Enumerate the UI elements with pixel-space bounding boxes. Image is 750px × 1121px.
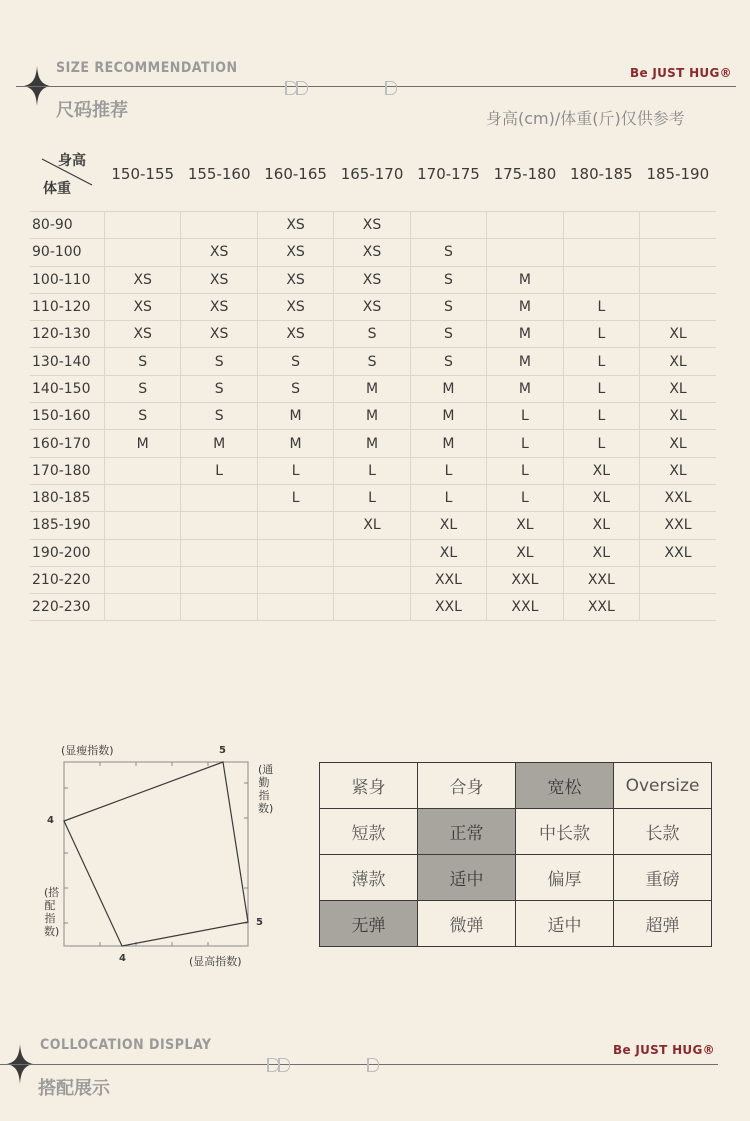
size-cell: XS: [334, 293, 410, 320]
slim-index-value: 5: [219, 745, 226, 756]
size-cell: [105, 539, 181, 566]
corner-weight-label: 体重: [43, 181, 71, 197]
height-col-160-165: 160-165: [264, 165, 327, 183]
size-cell: L: [563, 375, 639, 402]
table-row: [30, 512, 716, 539]
collocation-title-en: COLLOCATION DISPLAY: [40, 1037, 212, 1053]
size-cell: XS: [181, 239, 257, 266]
size-cell: [640, 566, 716, 593]
size-cell: S: [410, 321, 486, 348]
size-cell: XXL: [640, 512, 716, 539]
size-cell: [105, 566, 181, 593]
header-rule: [16, 86, 736, 87]
weight-cell: 220-230: [30, 594, 105, 621]
size-cell: M: [487, 321, 563, 348]
size-cell: S: [257, 348, 333, 375]
fit-cell: 中长款: [516, 809, 614, 855]
weight-cell: 210-220: [30, 566, 105, 593]
table-row: [30, 266, 716, 293]
fit-row: [320, 901, 712, 947]
section-title-en: SIZE RECOMMENDATION: [56, 60, 238, 76]
table-row: [30, 212, 716, 239]
size-cell: [181, 512, 257, 539]
size-table-header: [30, 143, 716, 205]
size-cell: M: [334, 430, 410, 457]
table-row: [30, 321, 716, 348]
fit-cell: 紧身: [320, 763, 418, 809]
size-cell: [640, 266, 716, 293]
size-cell: [181, 212, 257, 239]
size-cell: M: [410, 375, 486, 402]
size-cell: [105, 457, 181, 484]
size-cell: S: [410, 266, 486, 293]
size-cell: M: [257, 430, 333, 457]
fit-cell: 无弹: [320, 901, 418, 947]
brand-logo: Be JUST HUG®: [630, 66, 732, 80]
table-row: [30, 539, 716, 566]
size-cell: XS: [181, 266, 257, 293]
section-title-cn: 尺码推荐: [56, 100, 128, 121]
size-cell: [640, 239, 716, 266]
size-cell: S: [181, 403, 257, 430]
size-cell: XXL: [640, 539, 716, 566]
height-col-185-190: 185-190: [646, 165, 710, 183]
weight-cell: 120-130: [30, 321, 105, 348]
fit-row: [320, 809, 712, 855]
fit-row: [320, 763, 712, 809]
size-cell: L: [563, 293, 639, 320]
size-cell: XL: [563, 512, 639, 539]
size-cell: M: [487, 266, 563, 293]
size-cell: XXL: [563, 594, 639, 621]
size-cell: L: [563, 348, 639, 375]
size-cell: M: [334, 375, 410, 402]
size-cell: [257, 512, 333, 539]
size-cell: XS: [257, 321, 333, 348]
size-cell: L: [563, 403, 639, 430]
weight-cell: 130-140: [30, 348, 105, 375]
size-cell: S: [334, 348, 410, 375]
size-cell: [640, 293, 716, 320]
size-cell: [410, 212, 486, 239]
size-cell: [640, 594, 716, 621]
size-cell: M: [487, 348, 563, 375]
size-cell: [334, 539, 410, 566]
size-cell: XL: [334, 512, 410, 539]
size-cell: [640, 212, 716, 239]
height-col-155-160: 155-160: [187, 165, 251, 183]
fit-cell: Oversize: [614, 763, 712, 809]
weight-cell: 100-110: [30, 266, 105, 293]
size-cell: L: [334, 484, 410, 511]
size-cell: M: [257, 403, 333, 430]
fit-row: [320, 855, 712, 901]
size-cell: M: [334, 403, 410, 430]
size-cell: [334, 594, 410, 621]
commute-index-label: (通勤指数): [258, 763, 274, 815]
size-cell: S: [410, 239, 486, 266]
size-cell: XL: [640, 321, 716, 348]
size-cell: XL: [640, 403, 716, 430]
fit-cell: 宽松: [516, 763, 614, 809]
weight-cell: 170-180: [30, 457, 105, 484]
size-table: [30, 143, 716, 621]
size-cell: L: [257, 457, 333, 484]
deco-b-icon: [367, 1058, 379, 1072]
weight-cell: 185-190: [30, 512, 105, 539]
size-cell: XL: [487, 539, 563, 566]
deco-b-icon: [296, 81, 308, 95]
size-cell: XS: [257, 239, 333, 266]
weight-cell: 160-170: [30, 430, 105, 457]
size-cell: M: [487, 293, 563, 320]
size-cell: XS: [181, 321, 257, 348]
table-row: [30, 239, 716, 266]
size-cell: L: [410, 457, 486, 484]
fit-cell: 偏厚: [516, 855, 614, 901]
size-cell: L: [563, 321, 639, 348]
size-cell: XL: [563, 484, 639, 511]
brand-logo: Be JUST HUG®: [613, 1043, 715, 1057]
size-cell: XS: [334, 266, 410, 293]
size-cell: L: [563, 430, 639, 457]
fit-cell: 重磅: [614, 855, 712, 901]
fit-cell: 超弹: [614, 901, 712, 947]
size-cell: L: [487, 484, 563, 511]
size-cell: [105, 212, 181, 239]
size-cell: [105, 239, 181, 266]
size-cell: [105, 594, 181, 621]
table-row: [30, 457, 716, 484]
size-cell: L: [334, 457, 410, 484]
weight-cell: 150-160: [30, 403, 105, 430]
fit-cell: 短款: [320, 809, 418, 855]
size-cell: L: [257, 484, 333, 511]
left-index-value: 4: [47, 815, 54, 826]
table-row: [30, 566, 716, 593]
size-cell: L: [487, 430, 563, 457]
weight-cell: 90-100: [30, 239, 105, 266]
match-index-label: (搭配指数): [44, 886, 60, 938]
table-row: [30, 348, 716, 375]
size-cell: S: [181, 348, 257, 375]
size-cell: L: [181, 457, 257, 484]
size-cell: XXL: [410, 566, 486, 593]
size-cell: XL: [640, 348, 716, 375]
fit-cell: 适中: [418, 855, 516, 901]
size-cell: XL: [640, 375, 716, 402]
table-row: [30, 375, 716, 402]
size-cell: S: [257, 375, 333, 402]
size-cell: [257, 539, 333, 566]
size-cell: [563, 266, 639, 293]
size-cell: XL: [640, 457, 716, 484]
height-col-180-185: 180-185: [570, 165, 633, 183]
size-cell: XS: [257, 212, 333, 239]
size-cell: S: [105, 375, 181, 402]
size-cell: L: [487, 457, 563, 484]
index-polygon: [64, 762, 248, 946]
right-index-value: 5: [256, 917, 263, 928]
size-cell: XL: [410, 539, 486, 566]
size-cell: XL: [640, 430, 716, 457]
size-cell: S: [105, 348, 181, 375]
size-cell: [563, 212, 639, 239]
table-row: [30, 594, 716, 621]
size-cell: M: [410, 430, 486, 457]
tall-index-label: (显高指数): [189, 955, 242, 968]
size-cell: XS: [181, 293, 257, 320]
size-cell: XXL: [640, 484, 716, 511]
size-cell: XXL: [410, 594, 486, 621]
size-cell: [487, 212, 563, 239]
table-row: [30, 484, 716, 511]
size-cell: XXL: [487, 566, 563, 593]
height-col-165-170: 165-170: [340, 165, 404, 183]
collocation-title-cn: 搭配展示: [38, 1078, 110, 1099]
size-cell: XS: [105, 321, 181, 348]
size-cell: S: [410, 348, 486, 375]
slim-index-label: (显瘦指数): [61, 744, 114, 757]
fit-attributes-table: [319, 762, 712, 947]
table-row: [30, 403, 716, 430]
size-cell: [257, 566, 333, 593]
size-cell: XS: [334, 239, 410, 266]
corner-height-label: 身高: [58, 153, 86, 169]
measure-note: 身高(cm)/体重(斤)仅供参考: [486, 109, 685, 128]
fit-cell: 正常: [418, 809, 516, 855]
bottom-index-value: 4: [119, 953, 126, 964]
weight-cell: 80-90: [30, 212, 105, 239]
height-col-175-180: 175-180: [493, 165, 557, 183]
size-cell: [257, 594, 333, 621]
size-cell: [487, 239, 563, 266]
weight-cell: 180-185: [30, 484, 105, 511]
height-col-150-155: 150-155: [111, 165, 175, 183]
size-cell: L: [487, 403, 563, 430]
fit-cell: 薄款: [320, 855, 418, 901]
size-cell: XL: [563, 457, 639, 484]
size-cell: [105, 484, 181, 511]
size-cell: M: [181, 430, 257, 457]
fit-cell: 长款: [614, 809, 712, 855]
size-cell: M: [487, 375, 563, 402]
weight-cell: 190-200: [30, 539, 105, 566]
size-cell: [181, 594, 257, 621]
weight-cell: 140-150: [30, 375, 105, 402]
size-cell: [181, 539, 257, 566]
footer-rule: [0, 1064, 718, 1065]
height-col-170-175: 170-175: [417, 165, 480, 183]
table-row: [30, 293, 716, 320]
size-cell: M: [410, 403, 486, 430]
size-cell: XS: [334, 212, 410, 239]
size-cell: M: [105, 430, 181, 457]
deco-b-icon: [385, 81, 397, 95]
size-cell: XS: [257, 293, 333, 320]
table-row: [30, 430, 716, 457]
size-cell: S: [410, 293, 486, 320]
weight-cell: 110-120: [30, 293, 105, 320]
size-cell: [563, 239, 639, 266]
size-cell: [105, 512, 181, 539]
fit-cell: 微弹: [418, 901, 516, 947]
size-cell: [181, 484, 257, 511]
size-cell: XXL: [487, 594, 563, 621]
size-cell: XL: [563, 539, 639, 566]
size-cell: XS: [105, 266, 181, 293]
corner-cell: [30, 143, 105, 205]
deco-b-icon: [278, 1058, 290, 1072]
size-cell: XL: [487, 512, 563, 539]
size-cell: S: [334, 321, 410, 348]
size-cell: XXL: [563, 566, 639, 593]
size-cell: XS: [257, 266, 333, 293]
size-cell: S: [105, 403, 181, 430]
size-cell: [181, 566, 257, 593]
size-cell: L: [410, 484, 486, 511]
size-cell: S: [181, 375, 257, 402]
size-cell: XL: [410, 512, 486, 539]
fit-cell: 适中: [516, 901, 614, 947]
size-cell: [334, 566, 410, 593]
fit-cell: 合身: [418, 763, 516, 809]
size-cell: XS: [105, 293, 181, 320]
